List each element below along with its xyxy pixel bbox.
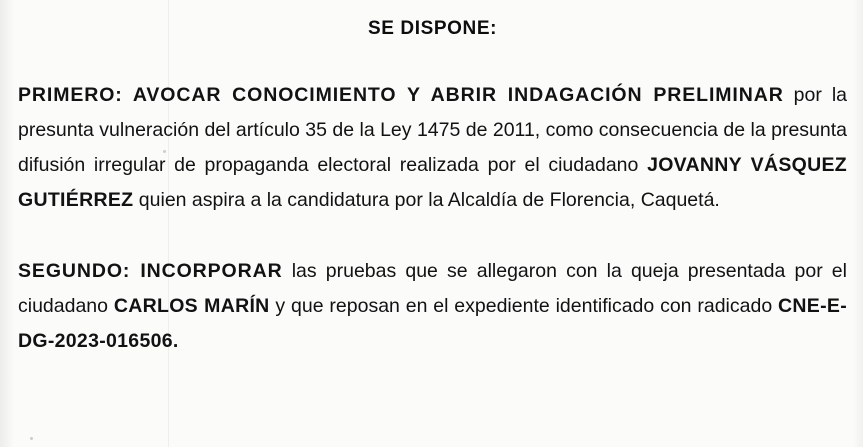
paragraph-segundo [18,254,847,359]
page-title: SE DISPONE: [367,18,498,39]
scan-speck [30,437,33,440]
paragraph-segundo-name: CARLOS MARÍN [113,295,270,317]
paragraph-segundo-radicado: CNE-E-DG-2023-016506. [18,295,847,352]
paragraph-primero-lead: PRIMERO: AVOCAR CONOCIMIENTO Y ABRIR INDAGACIÓN PRELIMINAR [18,84,784,106]
paragraph-primero [18,78,847,218]
paragraph-segundo-lead: SEGUNDO: INCORPORAR [18,260,283,282]
paragraph-segundo-text-1: las pruebas que se allegaron con la queja presentada por el ciudadano [18,260,847,317]
paragraph-primero-name: JOVANNY VÁSQUEZ GUTIÉRREZ [18,154,848,211]
paragraph-primero-text-2: quien aspira a la candidatura por la Alcaldía de Florencia, Caquetá. [133,189,720,211]
paragraph-primero-text-1: por la presunta vulneración del artículo 35 de la Ley 1475 de 2011, como consecuencia de la presunta difusión irregular de propaganda electoral realizada por el ciudadano [18,84,847,176]
paragraph-segundo-text-2: y que reposan en el expediente identificado con radicado [269,295,779,317]
